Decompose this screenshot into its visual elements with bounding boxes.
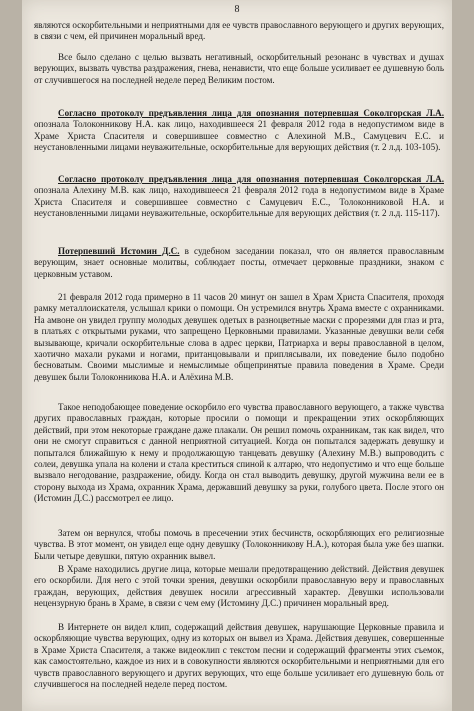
page-number: 8 (234, 4, 240, 15)
paragraph-4-body: опознала Алехину М.В. как лицо, находившееся 21 февраля 2012 года в недопустимом виде в Храме Христа Спасителя и совершившее совместно с Самуцевич Е.С., Толоконниковой Н.А. и неустановленными лицами неуважительные, оскорбительные для верующих действия (т. 2 л.д. 115-117). (34, 185, 444, 219)
paragraph-8: Затем он вернулся, чтобы помочь в пресечении этих бесчинств, оскорбляющих его религиозные чувства. В этот момент, он увидел еще одну девушку (Толоконникову Н.А.), которая была уже без шапки. Были четыре девушки, пятую охранник вывел. (34, 528, 444, 561)
paragraph-1: являются оскорбительными и неприятными для ее чувств православного верующего и других верующих, в связи с чем, ей причинен моральный вред. (34, 20, 444, 42)
paragraph-10: В Интернете он видел клип, содержащий действия девушек, нарушающие Церковные правила и оскорбляющие чувства верующих, одну из которых он вывел из Храма. Действия девушек, совершенные в Храме Христа Спасителя, а также видеоклип с текстом песни и содержащий фрагменты этих съемок, как самостоятельно, каждое из них и в совокупности являются оскорбительными и неприятными для его чувств православного верующего и других верующих, что еще больше усиливает его душевную боль от случившегося на последней неделе перед постом. (34, 622, 444, 690)
paragraph-4 (34, 174, 444, 220)
paragraph-5 (34, 246, 444, 280)
paragraph-3-body: опознала Толоконникову Н.А. как лицо, находившееся 21 февраля 2012 года в недопустимом виде в Храме Христа Спасителя и совершившее совместно с Алехиной М.В., Самуцевич Е.С. и неустановленными лицами неуважительные, оскорбительные для верующих действия (т. 2 л.д. 103-105). (34, 119, 444, 153)
paragraph-3 (34, 108, 444, 154)
paragraph-5-body: в судебном заседании показал, что он является православным верующим, знает основные молитвы, соблюдает посты, отмечает церковные праздники, знаком с церковным уставом. (34, 246, 444, 279)
paragraph-7: Такое неподобающее поведение оскорбило его чувства православного верующего, а также чувства других православных граждан, которые просили о помощи и прекращении этих оскорбляющих действий, при этом некоторые граждане даже плакали. Он решил помочь охранникам, так как видел, что они не смогут справиться с данной неприятной ситуацией. Когда он попытался задержать девушку и попытался ближайшую к нему и продолжающую танцевать девушку (Алехину М.В.) выпроводить с солеи, девушка упала на колени и стала креститься спиной к алтарю, что недопустимо и что еще больше вызвало негодование, раздражение, обиду. Когда он стал выводить девушку, другой мужчина вели ее в сторону выхода из Храма, охранник Храма, державший девушку за руки, голубого цвета. После этого он (Истомин Д.С.) рассмотрел ее лицо. (34, 402, 444, 504)
paragraph-4-heading: Согласно протоколу предъявления лица для опознания потерпевшая Соколгорская Л.А. (58, 174, 444, 184)
paragraph-5-heading: Потерпевший Истомин Д.С. (58, 246, 180, 256)
paragraph-2: Все было сделано с целью вызвать негативный, оскорбительный резонанс в чувствах и душах верующих, вызвать чувства раздражения, гнева, ненависти, что еще больше усиливает ее душевную боль от случившегося на последней неделе перед Великим постом. (34, 52, 444, 85)
document-page (22, 0, 452, 711)
paragraph-3-heading: Согласно протоколу предъявления лица для опознания потерпевшая Соколгорская Л.А. (58, 108, 444, 118)
paragraph-9: В Храме находились другие лица, которые мешали предотвращению действий. Действия девушек его оскорбили. Для него с этой точки зрения, девушки оскорбили православную веру и православных граждан, верующих, действия девушек носили агрессивный характер. Девушки использовали нецензурную брань в Храме, в связи с чем ему (Истомину Д.С.) причинен моральный вред. (34, 564, 444, 609)
paragraph-6: 21 февраля 2012 года примерно в 11 часов 20 минут он зашел в Храм Христа Спасителя, проходя рамку металлоискателя, услышал крики о помощи. Он устремился внутрь Храма вместе с охранниками. На амвоне он увидел группу молодых девушек одетых в разноцветные маски с прорезями для глаз и рта, в платьях с открытыми руками, что запрещено Церковными правилами. Указанные девушки вели себя вызывающе, кричали оскорбительные слова в адрес церкви, Патриарха и веры православной в целом, хаотично махали руками и ногами, пританцовывали и приплясывали, их поведение было подобно бесноватым. Своими мыслимые и немыслимые общепринятые правила поведения в Храме. Среди девушек были Толоконникова Н.А. и Алёхина М.В. (34, 292, 444, 382)
